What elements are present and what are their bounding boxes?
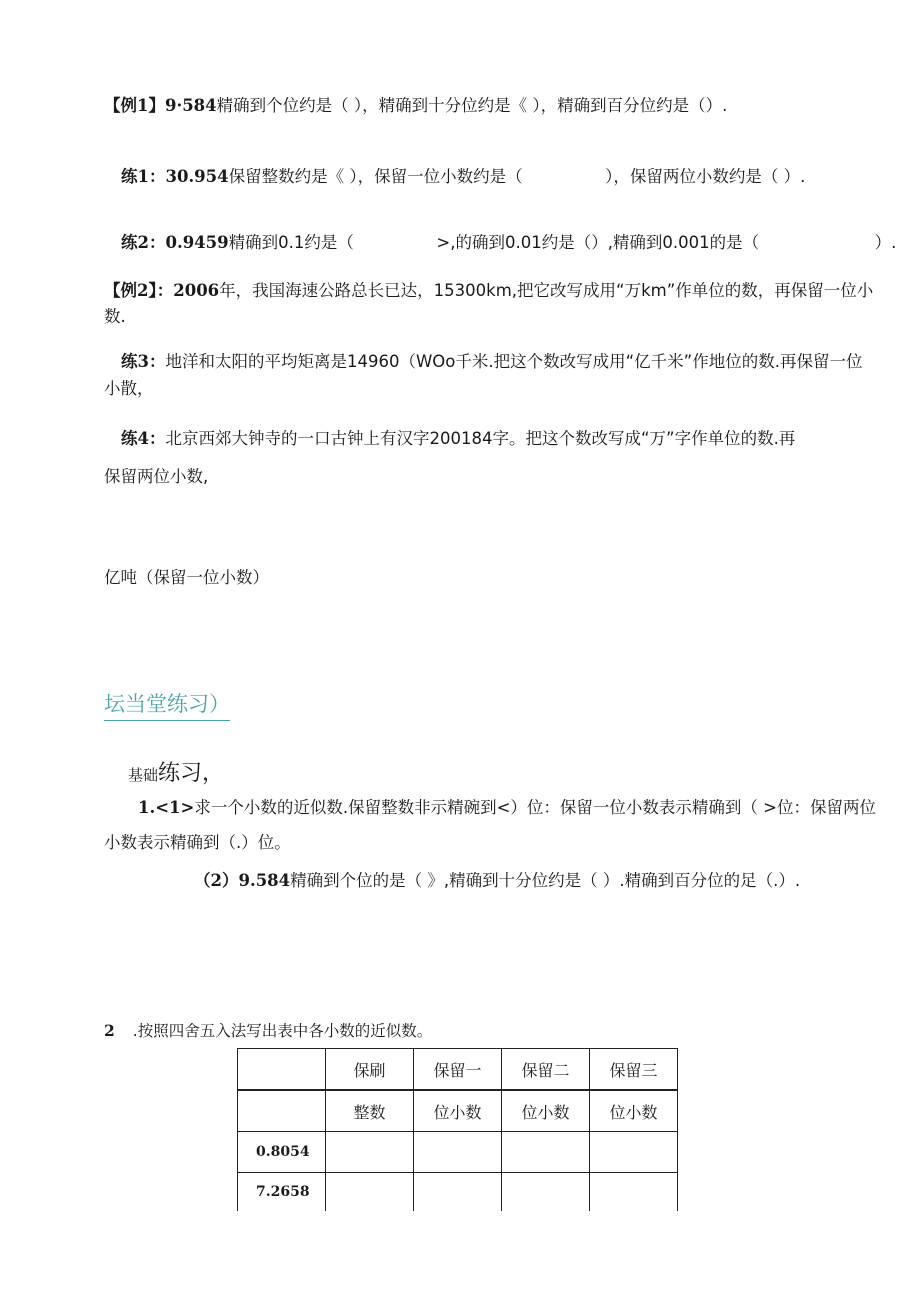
answer-cell[interactable]: [502, 1173, 590, 1212]
section-title: 坛当堂练习）: [104, 690, 230, 721]
table-row-label: 7.2658: [238, 1173, 326, 1212]
note-line: 亿吨（保留一位小数）: [104, 568, 269, 587]
example-1: [104, 95, 727, 117]
answer-cell[interactable]: [590, 1132, 678, 1173]
practice-3-cont: 小散，: [104, 379, 154, 398]
table-header-cell: 位小数: [502, 1090, 590, 1132]
example-2-label: 【例2】：2006: [104, 281, 220, 300]
sub-title: [128, 756, 224, 787]
table-header-cell: 整数: [326, 1090, 414, 1132]
example-1-text: 精确到个位约是（ ），精确到十分位约是《 ），精确到百分位约是（）.: [216, 96, 728, 115]
practice-2: [121, 232, 896, 254]
table-header-cell: 位小数: [414, 1090, 502, 1132]
table-row: [238, 1173, 678, 1212]
practice-1-text: 保留整数约是《 ），保留一位小数约是（ ），保留两位小数约是（ ）.: [228, 167, 806, 186]
sub-title-big: 练习，: [158, 761, 225, 786]
table-header-row: [238, 1090, 678, 1132]
answer-cell[interactable]: [414, 1173, 502, 1212]
table-header-cell: [238, 1090, 326, 1132]
question-1-cont: 小数表示精确到（.）位。: [104, 833, 291, 852]
answer-cell[interactable]: [502, 1132, 590, 1173]
practice-3-label: 练3：: [121, 352, 166, 371]
table-header-row: [238, 1049, 678, 1091]
question-1-part-2-text: 精确到个位的是（ 》,精确到十分位约是（ ）.精确到百分位的足（.）.: [290, 871, 801, 890]
practice-4: [121, 428, 795, 450]
answer-cell[interactable]: [326, 1132, 414, 1173]
practice-4-label: 练4：: [121, 429, 166, 448]
practice-4-text: 北京西郊大钟寺的一口古钟上有汉字200184字。把这个数改写成“万”字作单位的数.再: [165, 429, 796, 448]
practice-1: [121, 166, 805, 188]
table-row-label: 0.8054: [238, 1132, 326, 1173]
question-2-label: 2: [104, 1021, 115, 1040]
question-1-label: 1.<1>: [138, 798, 195, 817]
question-2-text: .按照四舍五入法写出表中各小数的近似数。: [132, 1022, 433, 1040]
question-2: [104, 1020, 432, 1042]
table-header-cell: [238, 1049, 326, 1091]
practice-2-text: 精确到0.1约是（ >,的确到0.01约是（）,精确到0.001的是（ ）.: [228, 233, 897, 252]
question-1-text: 求一个小数的近似数.保留整数非示精碗到<）位：保留一位小数表示精确到（ >位：保留两位: [194, 798, 876, 817]
table-header-cell: 保刷: [326, 1049, 414, 1091]
table-header-cell: 保留一: [414, 1049, 502, 1091]
answer-cell[interactable]: [590, 1173, 678, 1212]
practice-4-cont: 保留两位小数,: [104, 467, 209, 486]
practice-2-label: 练2：0.9459: [121, 233, 229, 252]
question-1-part-2: [194, 870, 800, 892]
table-header-cell: 保留二: [502, 1049, 590, 1091]
practice-1-label: 练1：30.954: [121, 167, 229, 186]
example-2-cont: 数.: [104, 307, 126, 326]
table-header-cell: 保留三: [590, 1049, 678, 1091]
sub-title-small: 基础: [128, 766, 159, 784]
answer-cell[interactable]: [414, 1132, 502, 1173]
practice-3: [121, 351, 862, 373]
table-row: [238, 1132, 678, 1173]
table-header-cell: 位小数: [590, 1090, 678, 1132]
example-2: [104, 280, 873, 302]
approximation-table: [237, 1048, 678, 1211]
example-2-text: 年，我国海速公路总长已达，15300km,把它改写成用“万km”作单位的数，再保留一位小: [219, 281, 874, 300]
question-1-part-2-label: （2）9.584: [194, 871, 291, 890]
example-1-label: 【例1】9·584: [104, 96, 217, 115]
practice-3-text: 地洋和太阳的平均矩离是14960（WOo千米.把这个数改写成用“亿千米”作地位的数.再保留一位: [165, 352, 863, 371]
question-1: [138, 797, 876, 819]
answer-cell[interactable]: [326, 1173, 414, 1212]
